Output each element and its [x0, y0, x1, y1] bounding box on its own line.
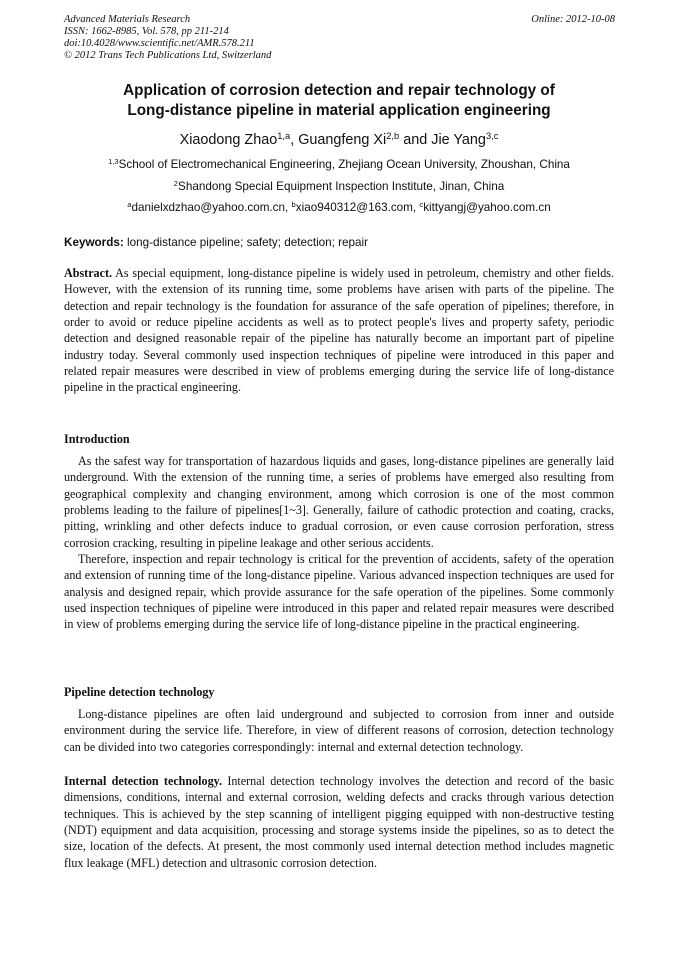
title-line-2: Long-distance pipeline in material application engineering — [127, 102, 551, 119]
affiliation-1 — [40, 157, 638, 172]
abstract — [64, 265, 614, 396]
email-a: danielxdzhao@yahoo.com.cn, — [131, 201, 292, 214]
journal-name: Advanced Materials Research — [64, 14, 191, 25]
internal-detection-paragraph — [64, 773, 614, 871]
author-3: Jie Yang — [431, 132, 486, 148]
introduction-body — [64, 453, 614, 633]
affiliation-2 — [40, 179, 638, 194]
internal-detection-text: Internal detection technology involves the detection and record of the basic dimensions, conditions, internal and external corrosion, welding defects and cracks through various detection techniques. This is achieved by the step scanning of intelligent pigging equipped with non-destructive testing (NDT) equipment and data acquisition, processing and storage systems inside the pipelines, so as to detect the size, location of the defects. At present, the most commonly used internal detection method includes magnetic flux leakage (MFL) detection and ultrasonic corrosion detection. — [64, 774, 615, 870]
author-list — [40, 131, 638, 149]
author-3-sup: 3,c — [485, 130, 499, 141]
email-b-sup: b — [291, 199, 296, 209]
abstract-text: As special equipment, long-distance pipeline is widely used in petroleum, chemistry and other fields. However, with the extension of its running time, some problems have arisen with parts of the pipeline. The detection and repair technology is the foundation for assurance of the safe operation of pipelines; therefore, in order to avoid or reduce pipeline accidents as well as to protect people's lives and property safety, periodic detection and designed reasonable repair of the pipeline has naturally become an important part of pipeline industry today. Several commonly used inspection techniques of pipeline were introduced in this paper and related repair measures were described in view of problems emerging during the service life of long-distance pipeline in the practical engineering. — [64, 266, 614, 395]
email-c-sup: c — [419, 199, 424, 209]
email-a-sup: a — [127, 199, 132, 209]
author-separator-1: , — [290, 132, 299, 148]
doi-line: doi:10.4028/www.scientific.net/AMR.578.211 — [64, 38, 255, 49]
affiliation-2-sup: 2 — [173, 178, 179, 188]
copyright-line: © 2012 Trans Tech Publications Ltd, Switzerland — [64, 50, 272, 61]
affiliation-1-text: School of Electromechanical Engineering, Zhejiang Ocean University, Zhoushan, China — [118, 158, 570, 171]
email-b: xiao940312@163.com, — [295, 201, 420, 214]
running-header — [64, 14, 271, 62]
keywords-label: Keywords: — [64, 236, 124, 249]
email-c: kittyangj@yahoo.com.cn — [423, 201, 551, 214]
author-2: Guangfeng Xi — [298, 132, 387, 148]
introduction-paragraph-1: As the safest way for transportation of hazardous liquids and gases, long-distance pipelines are generally laid underground. With the extension of the running time, a series of problems have emerged also resulting from geographical complexity and changing environment, among which corrosion is one of the most common problems leading to the failure of pipelines[1~3]. Generally, failure of cathodic protection and coating, cracks, pitting, wrinkling and other defects induce to gradual corrosion, or even cause corrosion perforation, stress corrosion cracking, resulting in pipeline leakage and other serious accidents. — [64, 454, 614, 550]
title-line-1: Application of corrosion detection and repair technology of — [123, 82, 555, 99]
author-emails — [40, 200, 638, 215]
author-separator-2: and — [399, 132, 432, 148]
author-1-sup: 1,a — [277, 130, 291, 141]
introduction-paragraph-2: Therefore, inspection and repair technology is critical for the prevention of accidents, safety of the operation and extension of running time of the long-distance pipeline. Various advanced inspection techniques are used for analysis and designed repair, which provide assurance for the safe operation of the pipelines. Some commonly used inspection techniques of pipeline were introduced in this paper and related repair measures were described in view of problems emerging during the service life of long-distance pipeline in the practical engineering. — [64, 552, 614, 632]
pipeline-detection-text: Long-distance pipelines are often laid underground and subjected to corrosion from inner and outside environment during the service life. Therefore, in view of different reasons of corrosion, detection technology can be divided into two categories correspondingly: internal and external detection technology. — [64, 707, 614, 754]
affiliation-1-sup: 1,3 — [108, 156, 119, 166]
author-2-sup: 2,b — [386, 130, 400, 141]
keywords-text: long-distance pipeline; safety; detection; repair — [123, 236, 369, 249]
affiliation-2-text: Shandong Special Equipment Inspection Institute, Jinan, China — [178, 180, 505, 193]
section-heading-introduction: Introduction — [64, 432, 130, 446]
online-date: Online: 2012-10-08 — [531, 14, 615, 25]
paper-title — [40, 81, 638, 121]
abstract-label: Abstract. — [64, 266, 113, 280]
internal-detection-label: Internal detection technology. — [64, 774, 223, 788]
author-1: Xiaodong Zhao — [179, 132, 278, 148]
section-heading-pipeline-detection: Pipeline detection technology — [64, 685, 215, 699]
issn-line: ISSN: 1662-8985, Vol. 578, pp 211-214 — [64, 26, 229, 37]
keywords — [64, 235, 368, 250]
pipeline-detection-paragraph — [64, 706, 614, 755]
